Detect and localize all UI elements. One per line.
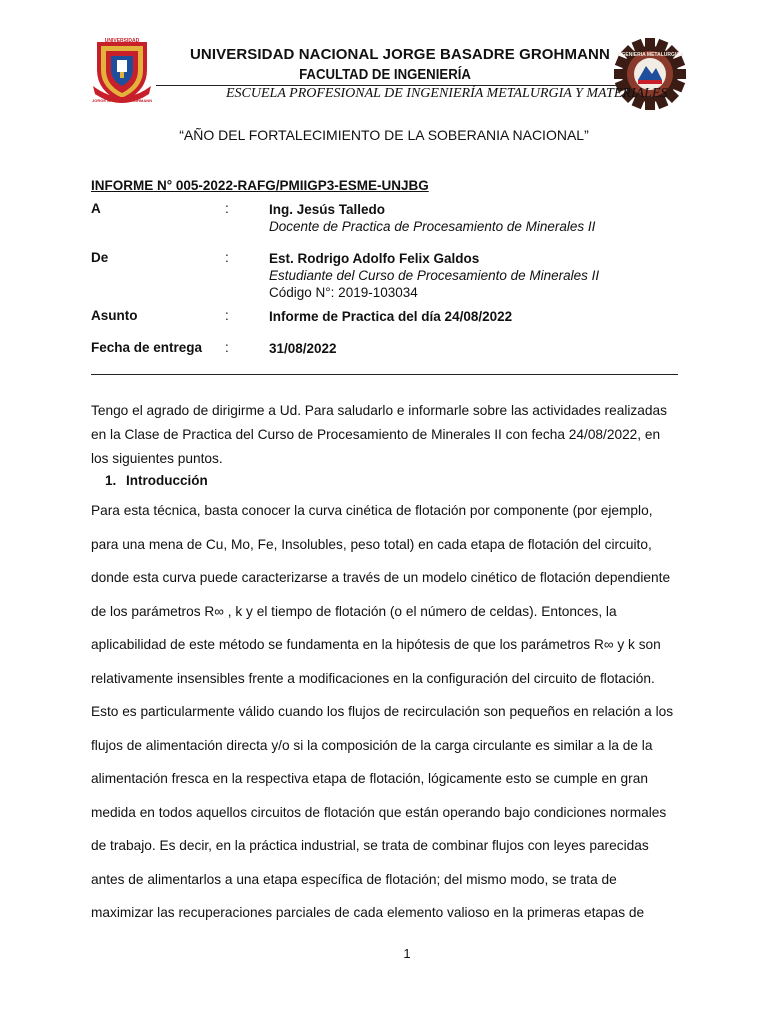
section-number: 1.	[105, 473, 117, 488]
body-paragraph	[91, 494, 681, 930]
school-name: ESCUELA PROFESIONAL DE INGENIERÍA METALURGIA Y MATERIALES	[226, 86, 668, 101]
paragraph-line: alimentación fresca en la respectiva etapa de flotación, lógicamente esto se cumple en gran	[91, 771, 648, 786]
memo-to-name: Ing. Jesús Talledo	[269, 202, 386, 217]
memo-subject-value: Informe de Practica del día 24/08/2022	[269, 309, 513, 324]
paragraph-line: medida en todos aquellos circuitos de flotación que están operando bajo condiciones normales	[91, 804, 667, 820]
paragraph-line: Esto es particularmente válido cuando los flujos de recirculación son pequeños en relación a los	[91, 704, 674, 719]
paragraph-line: para una mena de Cu, Mo, Fe, Insolubles, peso total) en cada etapa de flotación del circuito,	[91, 536, 652, 552]
paragraph-line: antes de alimentarlos a una etapa específica de flotación; del mismo modo, se trata de	[91, 871, 617, 887]
paragraph-line: flujos de alimentación directa y/o si la composición de la carga circulante es similar a la de la	[91, 737, 653, 753]
section-title: Introducción	[126, 473, 208, 488]
paragraph-line: de los parámetros R∞ , k y el tiempo de flotación (o el número de celdas). Entonces, la	[91, 603, 617, 619]
university-name: UNIVERSIDAD NACIONAL JORGE BASADRE GROHMANN	[190, 46, 610, 63]
section-heading	[105, 473, 208, 488]
logo-right-text: INGENIERIA METALURGICA	[616, 52, 684, 58]
paragraph-line: relativamente insensibles frente a modificaciones en la configuración del circuito de flotación.	[91, 670, 655, 686]
logo-left-text-top: UNIVERSIDAD	[104, 38, 140, 44]
intro-paragraph: Tengo el agrado de dirigirme a Ud. Para saludarlo e informarle sobre las actividades realizadas en la Clase de Practica del Curso de Procesamiento de Minerales II con fecha 24/08/2022, en los siguientes puntos.	[91, 403, 667, 466]
report-title: INFORME N° 005-2022-RAFG/PMIIGP3-ESME-UNJBG	[91, 178, 429, 193]
paragraph-line: maximizar las recuperaciones parciales de cada elemento valioso en la primeras etapas de	[91, 905, 645, 920]
paragraph-line: de trabajo. Es decir, en la práctica industrial, se trata de combinar flujos con leyes parecidas	[91, 838, 649, 853]
year-motto: “AÑO DEL FORTALECIMIENTO DE LA SOBERANIA NACIONAL”	[179, 127, 589, 143]
university-logo	[89, 36, 155, 104]
memo-colon: :	[225, 308, 229, 323]
memo-from-role: Estudiante del Curso de Procesamiento de Minerales II	[269, 268, 600, 283]
memo-to-role: Docente de Practica de Procesamiento de Minerales II	[269, 219, 596, 234]
page-number: 1	[403, 946, 411, 961]
memo-subject-label: Asunto	[91, 308, 138, 323]
memo-from-code: Código N°: 2019-103034	[269, 285, 418, 300]
memo-delivery-label: Fecha de entrega	[91, 340, 203, 355]
memo-colon: :	[225, 340, 229, 355]
memo-to-label: A	[91, 201, 101, 216]
memo-colon: :	[225, 201, 229, 216]
paragraph-line: aplicabilidad de este método se fundamenta en la hipótesis de que los parámetros R∞ y k son	[91, 637, 661, 652]
memo-colon: :	[225, 250, 229, 265]
paragraph-line: Para esta técnica, basta conocer la curva cinética de flotación por componente (por ejemplo,	[91, 503, 653, 518]
paragraph-line: donde esta curva puede caracterizarse a través de un modelo cinético de flotación dependiente	[91, 570, 671, 585]
memo-from-name: Est. Rodrigo Adolfo Felix Galdos	[269, 251, 480, 266]
logo-left-text-bottom: JORGE BASADRE GROHMANN	[91, 98, 153, 103]
memo-divider	[91, 374, 678, 375]
faculty-name: FACULTAD DE INGENIERÍA	[299, 66, 471, 83]
memo-from-label: De	[91, 250, 109, 265]
memo-delivery-value: 31/08/2022	[269, 341, 337, 356]
